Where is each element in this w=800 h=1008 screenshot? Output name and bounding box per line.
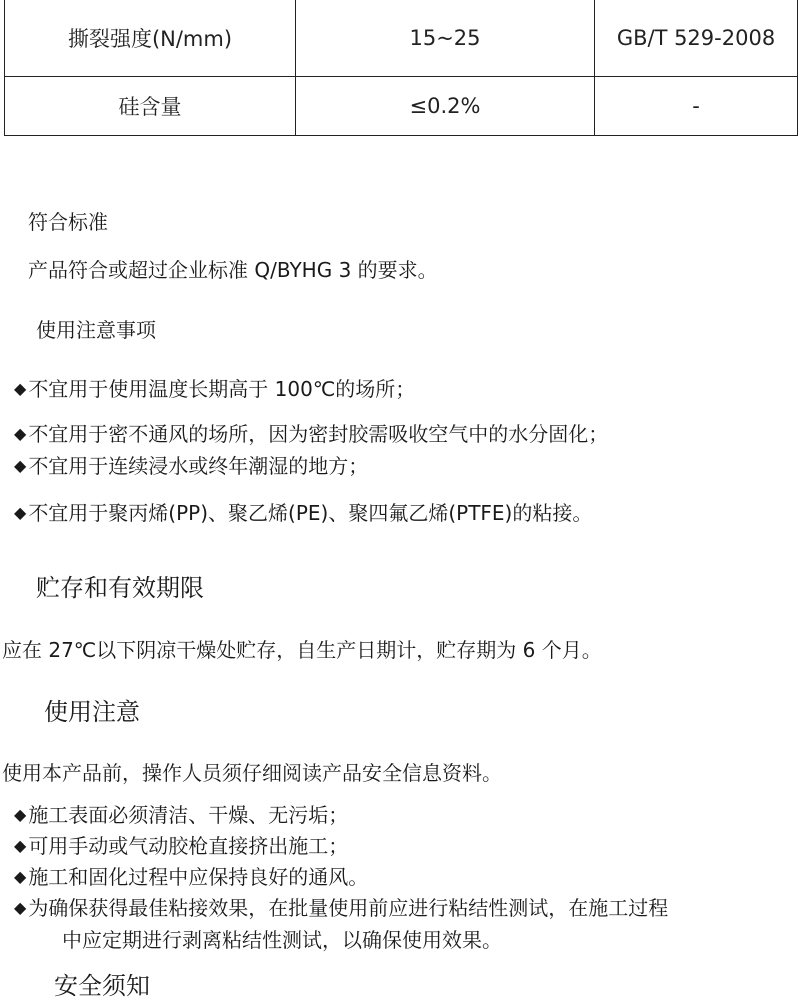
diamond-bullet-icon: ◆ [14, 503, 27, 522]
list-item-text: 可用手动或气动胶枪直接挤出施工； [28, 834, 349, 858]
storage-heading: 贮存和有效期限 [36, 574, 204, 602]
list-item [14, 418, 608, 447]
table-row [5, 0, 798, 77]
list-item-text: 不宜用于密不通风的场所，因为密封胶需吸收空气中的水分固化； [28, 422, 609, 446]
list-item [14, 373, 415, 402]
list-item-text: 不宜用于使用温度长期高于 100℃的场所； [28, 377, 416, 401]
list-item [14, 861, 368, 890]
list-item [14, 799, 348, 828]
list-item [14, 497, 592, 526]
compliance-heading: 符合标准 [28, 210, 108, 234]
diamond-bullet-icon: ◆ [14, 867, 27, 886]
compliance-text: 产品符合或超过企业标准 Q/BYHG 3 的要求。 [28, 258, 438, 282]
list-item-text: 施工和固化过程中应保持良好的通风。 [28, 865, 369, 889]
list-item-text: 为确保获得最佳粘接效果，在批量使用前应进行粘结性测试，在施工过程 [28, 896, 669, 920]
list-item-text: 施工表面必须清洁、干燥、无污垢； [28, 803, 349, 827]
list-item-text: 不宜用于连续浸水或终年潮湿的地方； [28, 454, 369, 478]
safety-heading: 安全须知 [54, 972, 150, 1000]
diamond-bullet-icon: ◆ [14, 379, 27, 398]
diamond-bullet-icon: ◆ [14, 456, 27, 475]
table-cell: 15~25 [296, 0, 595, 77]
diamond-bullet-icon: ◆ [14, 424, 27, 443]
usage-heading: 使用注意 [44, 698, 140, 726]
table-cell: 硅含量 [5, 77, 296, 136]
storage-text: 应在 27℃以下阴凉干燥处贮存，自生产日期计，贮存期为 6 个月。 [2, 638, 602, 662]
table-cell: ≤0.2% [296, 77, 595, 136]
diamond-bullet-icon: ◆ [14, 805, 27, 824]
table-cell: - [595, 77, 798, 136]
table-cell: GB/T 529-2008 [595, 0, 798, 77]
list-item-continuation: 中应定期进行剥离粘结性测试，以确保使用效果。 [62, 928, 502, 952]
list-item-text: 不宜用于聚丙烯(PP)、聚乙烯(PE)、聚四氟乙烯(PTFE)的粘接。 [28, 501, 593, 525]
list-item [14, 450, 368, 479]
table-cell: 撕裂强度(N/mm) [5, 0, 296, 77]
spec-table [4, 0, 798, 136]
list-item [14, 892, 668, 921]
diamond-bullet-icon: ◆ [14, 898, 27, 917]
precautions-heading: 使用注意事项 [36, 318, 156, 342]
usage-intro: 使用本产品前，操作人员须仔细阅读产品安全信息资料。 [2, 761, 502, 785]
table-row [5, 77, 798, 136]
list-item [14, 830, 348, 859]
diamond-bullet-icon: ◆ [14, 836, 27, 855]
